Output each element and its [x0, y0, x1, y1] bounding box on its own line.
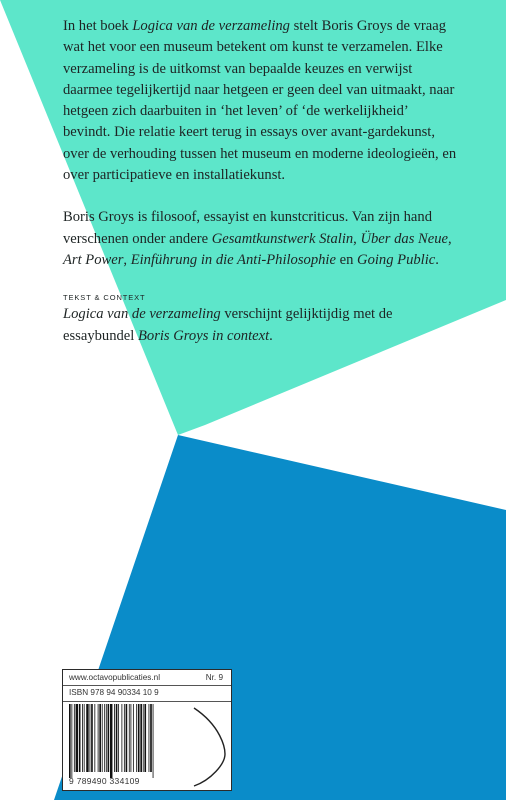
back-cover-text [63, 16, 458, 347]
italic-title: Going Public [357, 251, 436, 268]
text-run: , [353, 230, 361, 247]
text-run: , [448, 230, 452, 247]
italic-title: Über das Neue [360, 230, 449, 247]
publisher-url: www.octavopublicaties.nl [69, 673, 161, 682]
divider [63, 701, 231, 702]
text-run: stelt Boris Groys de vraag wat het voor een museum betekent om kunst te verzamelen. Elke verzameling is de uitkomst van bepaalde keuzes en verwijst daarmee tegelijkertijd naar hetgeen er geen deel van uitmaakt, naar hetgeen zich daarbuiten in ‘het leven’ of ‘de werkelijkheid’ bevindt. Die relatie keert terug in essays over avant-gardekunst, over de verhouding tussen het museum en moderne ideologieën, en over participatieve en installatiekunst. [63, 18, 457, 184]
barcode-digits: 9 789490 334109 [69, 776, 140, 786]
text-run: Boris Groys is filosoof, essayist en kunstcriticus. Van zijn hand verschenen onder andere [63, 209, 432, 247]
text-run: verschijnt gelijktijdig met de essaybundel [63, 306, 393, 344]
divider [63, 685, 231, 686]
italic-title: Art Power [63, 251, 124, 268]
curve-logo-icon [191, 706, 227, 788]
isbn-text: ISBN 978 94 90334 10 9 [69, 688, 159, 697]
italic-title: Logica van de verzameling [63, 306, 221, 323]
italic-title: Gesamtkunstwerk Stalin [211, 230, 354, 247]
barcode-icon [69, 704, 181, 778]
text-run: . [435, 251, 439, 268]
series-label: TEKST & CONTEXT [63, 293, 146, 303]
description-paragraph [63, 16, 458, 186]
text-run: . [269, 327, 273, 344]
series-number: Nr. 9 [205, 673, 223, 682]
text-run: In het boek [63, 18, 133, 34]
series-paragraph [63, 304, 458, 347]
barcode-box [62, 669, 232, 791]
italic-title: Logica van de verzameling [132, 18, 290, 34]
author-paragraph [63, 207, 458, 271]
italic-title: Boris Groys in context [137, 327, 270, 344]
italic-title: Einführung in die Anti-Philosophie [130, 251, 336, 268]
text-run: en [335, 251, 358, 268]
text-run: , [123, 251, 131, 268]
